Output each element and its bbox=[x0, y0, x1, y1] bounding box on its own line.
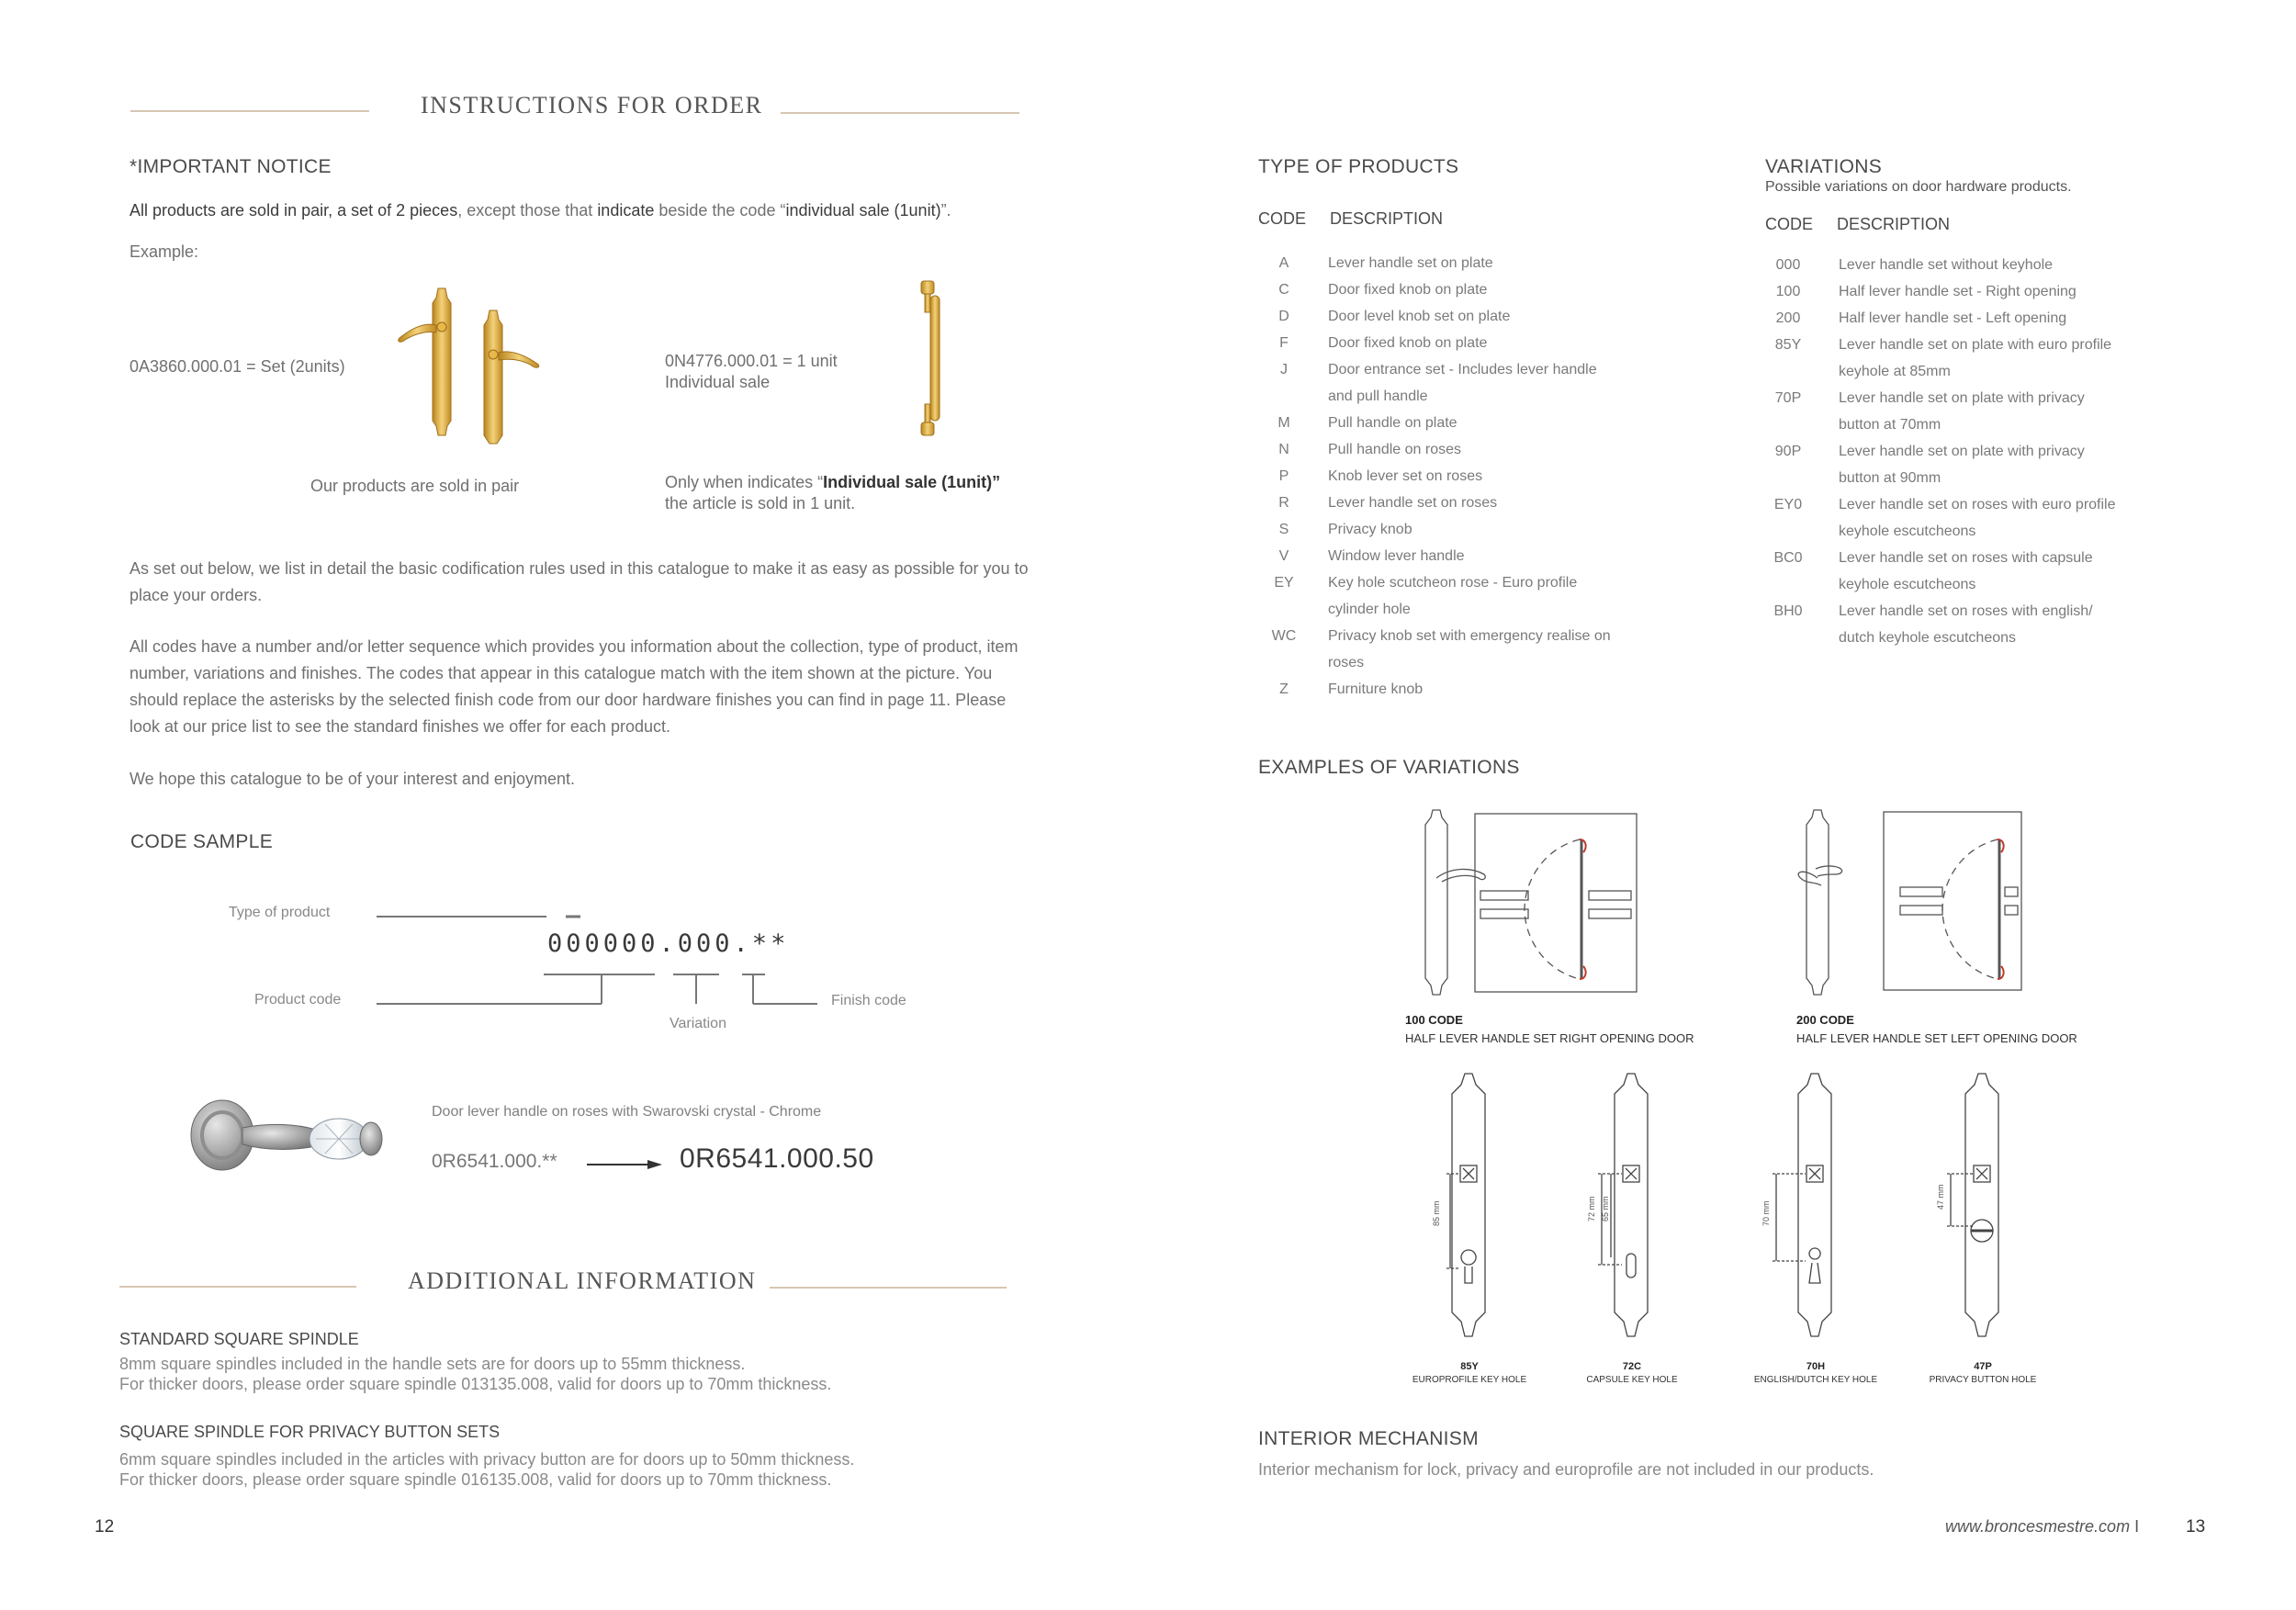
list-item-desc-line: keyhole escutcheons bbox=[1839, 524, 1976, 539]
list-item-desc-line: Lever handle set without keyhole bbox=[1839, 257, 2054, 273]
list-item bbox=[1765, 332, 2116, 385]
page-number-right: 13 bbox=[2186, 1517, 2206, 1537]
list-item-code: 200 bbox=[1775, 310, 1801, 326]
additional-rule-right bbox=[770, 1287, 1007, 1289]
plate-47p-desc: PRIVACY BUTTON HOLE bbox=[1929, 1375, 2037, 1385]
list-item-desc bbox=[1328, 303, 1510, 330]
list-item-desc bbox=[1328, 676, 1423, 703]
spindle-line-1: 8mm square spindles included in the handle sets are for doors up to 55mm thickness. bbox=[119, 1355, 746, 1373]
list-item-desc bbox=[1328, 543, 1465, 569]
notice-heading: *IMPORTANT NOTICE bbox=[129, 156, 332, 177]
plate-70h-drawing bbox=[1761, 1070, 1866, 1345]
product-code-label: Product code bbox=[254, 992, 342, 1008]
list-item-desc-line: and pull handle bbox=[1328, 388, 1428, 404]
spindle-line-2: For thicker doors, please order square spindle 013135.008, valid for doors up to 70mm thickness. bbox=[119, 1375, 832, 1393]
list-item-code: 85Y bbox=[1774, 337, 1802, 353]
example1-code: 0A3860.000.01 = Set (2units) bbox=[129, 357, 345, 376]
list-item-desc-line: Lever handle set on plate with privacy bbox=[1839, 390, 2085, 406]
list-item-desc-line: Lever handle set on plate with euro profile bbox=[1839, 337, 2112, 353]
list-item-desc-line: button at 90mm bbox=[1839, 470, 1941, 486]
variation-label: Variation bbox=[670, 1016, 726, 1031]
website-link[interactable]: www.broncesmestre.com bbox=[1945, 1517, 2131, 1536]
list-item-desc bbox=[1328, 276, 1487, 303]
list-item-code: R bbox=[1278, 495, 1289, 511]
list-item-code: 100 bbox=[1775, 284, 1801, 299]
example2-caption-bold: Individual sale (1unit)” bbox=[823, 473, 1001, 491]
lever-handle-plate-image bbox=[390, 283, 546, 444]
list-item-desc-line: Window lever handle bbox=[1328, 548, 1465, 564]
plate-72c-dim1: 72 mm bbox=[1587, 1196, 1596, 1222]
example-label: Example: bbox=[129, 242, 199, 261]
additional-rule-left bbox=[119, 1286, 356, 1288]
plate-70h-dim: 70 mm bbox=[1761, 1200, 1771, 1226]
variations-desc-header: DESCRIPTION bbox=[1837, 215, 1951, 233]
list-item-desc bbox=[1328, 463, 1482, 490]
list-item-desc bbox=[1328, 330, 1487, 356]
title-rule-left bbox=[130, 110, 369, 112]
variations-list bbox=[1765, 252, 2116, 651]
arrow-right-icon bbox=[585, 1157, 664, 1172]
plate-85y-code: 85Y bbox=[1460, 1361, 1479, 1372]
final-code: 0R6541.000.50 bbox=[680, 1143, 874, 1174]
list-item-desc bbox=[1839, 598, 2093, 651]
door-200-desc: HALF LEVER HANDLE SET LEFT OPENING DOOR bbox=[1796, 1031, 2077, 1045]
examples-heading: EXAMPLES OF VARIATIONS bbox=[1258, 757, 1520, 778]
intro-paragraph-1: As set out below, we list in detail the basic codification rules used in this catalogue to make it as easy as possible for you to place your orders. bbox=[129, 559, 1029, 604]
interior-text: Interior mechanism for lock, privacy and europrofile are not included in our products. bbox=[1258, 1460, 1874, 1479]
example2-code-line2: Individual sale bbox=[665, 373, 771, 391]
types-desc-header: DESCRIPTION bbox=[1330, 209, 1444, 228]
list-item bbox=[1258, 543, 1611, 569]
finish-code-label: Finish code bbox=[831, 993, 906, 1008]
list-item bbox=[1258, 303, 1611, 330]
list-item-desc-line: Half lever handle set - Right opening bbox=[1839, 284, 2077, 299]
list-item-desc bbox=[1839, 491, 2116, 545]
list-item-desc-line: Lever handle set on plate bbox=[1328, 255, 1493, 271]
list-item-code: EY0 bbox=[1773, 497, 1803, 512]
list-item-code: EY bbox=[1274, 575, 1294, 591]
privacy-spindle-text bbox=[119, 1449, 854, 1490]
plate-72c-dim2: 65 mm bbox=[1601, 1196, 1610, 1222]
list-item-desc-line: Lever handle set on plate with privacy bbox=[1839, 444, 2085, 459]
list-item bbox=[1258, 516, 1611, 543]
notice-text bbox=[129, 197, 951, 224]
list-item bbox=[1258, 356, 1611, 410]
plate-70h-code: 70H bbox=[1806, 1361, 1826, 1372]
list-item bbox=[1765, 598, 2116, 651]
example1-caption: Our products are sold in pair bbox=[310, 477, 520, 495]
list-item-code: BC0 bbox=[1773, 550, 1803, 566]
plate-70h-desc: ENGLISH/DUTCH KEY HOLE bbox=[1753, 1375, 1878, 1385]
list-item-desc-line: Half lever handle set - Left opening bbox=[1839, 310, 2067, 326]
list-item-code: WC bbox=[1271, 628, 1297, 644]
intro-paragraph-2: All codes have a number and/or letter sequence which provides you information about the collection, type of product, item number, variations and finishes. The codes that appear in this catalogue match with the item shown at the picture. You should replace the asterisks by the selected finish code from our door hardware finishes you can find in page 11. Please look at our price list to see the standard finishes we offer for each product. bbox=[129, 637, 1019, 736]
list-item bbox=[1258, 490, 1611, 516]
plate-47p-code: 47P bbox=[1974, 1361, 1992, 1372]
instructions-title: INSTRUCTIONS FOR ORDER bbox=[421, 92, 763, 118]
list-item-desc bbox=[1328, 516, 1412, 543]
list-item-code: P bbox=[1278, 468, 1289, 484]
list-item-code: V bbox=[1278, 548, 1289, 564]
door-200-code: 200 CODE bbox=[1796, 1013, 1854, 1027]
list-item bbox=[1258, 569, 1611, 623]
list-item-desc-line: Lever handle set on roses with euro profile bbox=[1839, 497, 2116, 512]
example2-code-line: 0N4776.000.01 = 1 unit bbox=[665, 352, 838, 370]
list-item-desc-line: Privacy knob set with emergency realise on bbox=[1328, 628, 1611, 644]
notice-part-3: those that bbox=[515, 201, 598, 220]
door-200-drawing bbox=[1795, 808, 2025, 1001]
plate-85y-dim: 85 mm bbox=[1432, 1200, 1441, 1226]
plate-72c-desc: CAPSULE KEY HOLE bbox=[1586, 1375, 1678, 1385]
code-sample-heading: CODE SAMPLE bbox=[130, 831, 274, 852]
list-item-code: N bbox=[1278, 442, 1289, 457]
privacy-line-2: For thicker doors, please order square spindle 016135.008, valid for doors up to 70mm thickness. bbox=[119, 1470, 832, 1489]
example2-caption-a: Only when indicates “ bbox=[665, 473, 824, 491]
interior-heading: INTERIOR MECHANISM bbox=[1258, 1428, 1479, 1449]
list-item bbox=[1258, 676, 1611, 703]
example2-caption-line2: the article is sold in 1 unit. bbox=[665, 494, 856, 512]
notice-part-2: , except bbox=[457, 201, 516, 220]
spindle-heading: STANDARD SQUARE SPINDLE bbox=[119, 1330, 359, 1348]
title-rule-right bbox=[781, 112, 1019, 114]
list-item bbox=[1765, 545, 2116, 598]
notice-part-1: All products are sold in pair, a set of 2 pieces bbox=[129, 201, 458, 220]
type-of-product-label: Type of product bbox=[229, 905, 331, 920]
list-item-desc bbox=[1839, 545, 2093, 598]
list-item-code: F bbox=[1279, 335, 1289, 351]
list-item-code: S bbox=[1278, 522, 1289, 537]
list-item bbox=[1765, 305, 2116, 332]
pull-handle-image bbox=[914, 276, 951, 436]
list-item-desc-line: cylinder hole bbox=[1328, 602, 1411, 617]
list-item-desc bbox=[1328, 490, 1497, 516]
list-item-desc bbox=[1328, 410, 1458, 436]
list-item bbox=[1765, 438, 2116, 491]
notice-part-4: indicate bbox=[597, 201, 655, 220]
variations-subheading: Possible variations on door hardware products. bbox=[1765, 179, 2072, 195]
types-heading: TYPE OF PRODUCTS bbox=[1258, 156, 1459, 177]
list-item bbox=[1765, 491, 2116, 545]
list-item bbox=[1258, 330, 1611, 356]
list-item bbox=[1258, 436, 1611, 463]
list-item-desc bbox=[1839, 305, 2066, 332]
list-item-desc-line: Door entrance set - Includes lever handle bbox=[1328, 362, 1597, 377]
plate-72c-drawing bbox=[1581, 1070, 1683, 1345]
list-item-desc-line: Privacy knob bbox=[1328, 522, 1412, 537]
website-footer bbox=[1945, 1517, 2139, 1537]
list-item-desc bbox=[1328, 436, 1461, 463]
list-item bbox=[1258, 623, 1611, 676]
list-item bbox=[1258, 276, 1611, 303]
notice-part-6: individual sale (1unit) bbox=[785, 201, 941, 220]
notice-part-5: beside the code “ bbox=[654, 201, 786, 220]
list-item-desc bbox=[1328, 569, 1577, 623]
additional-title: ADDITIONAL INFORMATION bbox=[408, 1267, 757, 1294]
list-item-code: A bbox=[1278, 255, 1289, 271]
list-item-desc-line: button at 70mm bbox=[1839, 417, 1941, 433]
types-code-header: CODE bbox=[1258, 209, 1307, 228]
list-item-desc-line: keyhole at 85mm bbox=[1839, 364, 1951, 379]
list-item-desc bbox=[1328, 356, 1597, 410]
plate-72c-code: 72C bbox=[1622, 1361, 1642, 1372]
example2-caption bbox=[665, 472, 1000, 514]
types-list bbox=[1258, 250, 1611, 703]
variations-heading: VARIATIONS bbox=[1765, 156, 1883, 177]
plate-47p-dim: 47 mm bbox=[1936, 1184, 1945, 1210]
list-item bbox=[1765, 278, 2116, 305]
plate-85y-desc: EUROPROFILE KEY HOLE bbox=[1412, 1375, 1527, 1385]
list-item-desc bbox=[1328, 250, 1493, 276]
list-item-code: D bbox=[1278, 309, 1289, 324]
door-100-desc: HALF LEVER HANDLE SET RIGHT OPENING DOOR bbox=[1405, 1031, 1694, 1045]
list-item-desc-line: Lever handle set on roses with capsule bbox=[1839, 550, 2093, 566]
list-item-code: J bbox=[1280, 362, 1288, 377]
list-item-desc-line: dutch keyhole escutcheons bbox=[1839, 630, 2017, 646]
notice-part-7: ”. bbox=[940, 201, 951, 220]
list-item-desc-line: Door level knob set on plate bbox=[1328, 309, 1511, 324]
variations-code-header: CODE bbox=[1765, 215, 1814, 233]
code-sample-code: 000000.000.** bbox=[547, 929, 790, 958]
example2-caption-line1 bbox=[665, 472, 1000, 493]
list-item-code: Z bbox=[1279, 681, 1289, 697]
list-item-code: C bbox=[1278, 282, 1289, 298]
list-item bbox=[1258, 410, 1611, 436]
list-item-desc bbox=[1328, 623, 1611, 676]
list-item-desc-line: Door fixed knob on plate bbox=[1328, 335, 1488, 351]
list-item-code: 000 bbox=[1775, 257, 1801, 273]
list-item bbox=[1765, 385, 2116, 438]
list-item bbox=[1258, 250, 1611, 276]
list-item-desc-line: Door fixed knob on plate bbox=[1328, 282, 1488, 298]
list-item-desc bbox=[1839, 438, 2085, 491]
list-item-desc-line: Knob lever set on roses bbox=[1328, 468, 1483, 484]
page-number-left: 12 bbox=[95, 1517, 115, 1537]
website-separator: I bbox=[2134, 1517, 2140, 1536]
crystal-product-desc: Door lever handle on roses with Swarovski crystal - Chrome bbox=[432, 1104, 822, 1120]
list-item-code: 70P bbox=[1774, 390, 1802, 406]
code-sample-diagram-lines bbox=[367, 905, 845, 1006]
list-item-code: 90P bbox=[1774, 444, 1802, 459]
list-item bbox=[1765, 252, 2116, 278]
list-item-desc-line: Furniture knob bbox=[1328, 681, 1424, 697]
privacy-spindle-heading: SQUARE SPINDLE FOR PRIVACY BUTTON SETS bbox=[119, 1423, 501, 1441]
list-item-desc bbox=[1839, 252, 2053, 278]
intro-paragraph-3: We hope this catalogue to be of your interest and enjoyment. bbox=[129, 770, 575, 788]
plate-85y-drawing bbox=[1419, 1070, 1520, 1345]
privacy-line-1: 6mm square spindles included in the articles with privacy button are for doors up to 50mm thickness. bbox=[119, 1450, 855, 1469]
list-item-desc-line: Pull handle on plate bbox=[1328, 415, 1458, 431]
list-item-desc-line: keyhole escutcheons bbox=[1839, 577, 1976, 592]
list-item-desc-line: Pull handle on roses bbox=[1328, 442, 1461, 457]
example2-code bbox=[665, 351, 838, 393]
plate-47p-drawing bbox=[1932, 1070, 2033, 1345]
list-item-desc-line: Lever handle set on roses bbox=[1328, 495, 1498, 511]
door-100-drawing bbox=[1414, 808, 1644, 1001]
generic-code: 0R6541.000.** bbox=[432, 1151, 557, 1172]
list-item-code: M bbox=[1277, 415, 1290, 431]
list-item-code: BH0 bbox=[1773, 603, 1803, 619]
list-item-desc bbox=[1839, 332, 2111, 385]
door-100-code: 100 CODE bbox=[1405, 1013, 1463, 1027]
spindle-text bbox=[119, 1354, 831, 1394]
list-item-desc bbox=[1839, 278, 2077, 305]
list-item-desc-line: Lever handle set on roses with english/ bbox=[1839, 603, 2093, 619]
list-item-desc bbox=[1839, 385, 2085, 438]
crystal-lever-image bbox=[187, 1091, 389, 1192]
list-item bbox=[1258, 463, 1611, 490]
list-item-desc-line: roses bbox=[1328, 655, 1365, 670]
list-item-desc-line: Key hole scutcheon rose - Euro profile bbox=[1328, 575, 1578, 591]
